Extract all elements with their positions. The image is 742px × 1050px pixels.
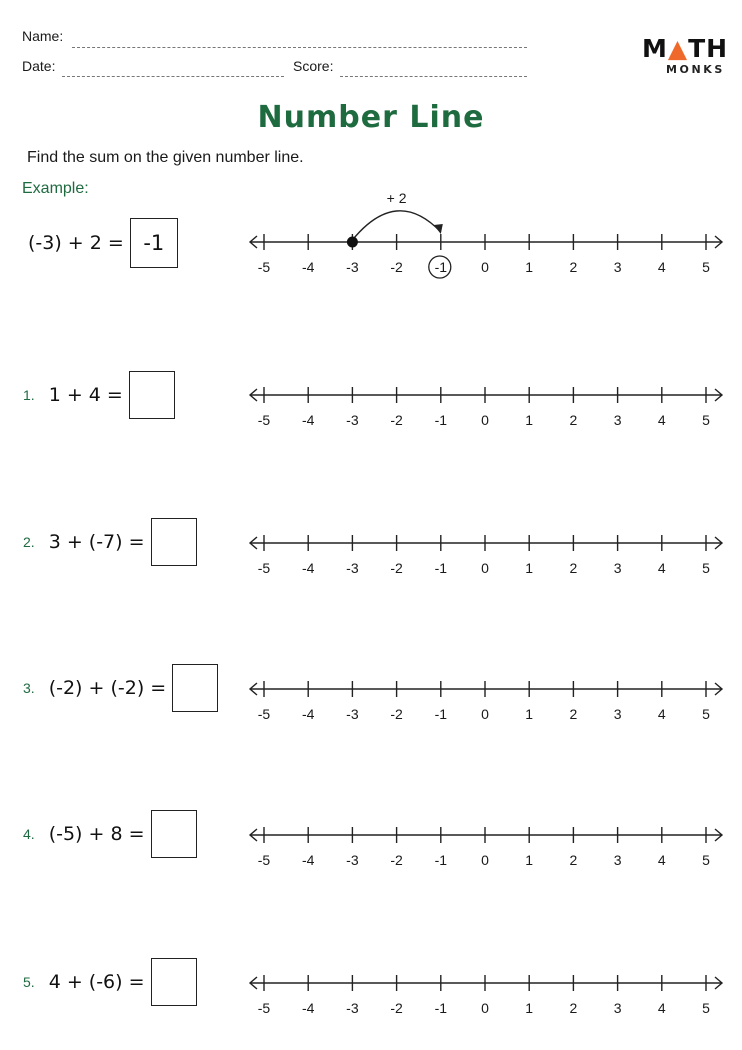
tick-label: -1 [434,852,448,868]
name-label: Name: [22,28,64,44]
date-field[interactable] [62,76,284,77]
example-answer-box [130,218,178,268]
tick-label: 5 [702,560,710,576]
tick-label: 2 [569,852,578,868]
tick-label: -2 [390,560,403,576]
problem-expression: (-5) + 8 = [48,823,145,845]
problem-expression: 4 + (-6) = [48,971,145,993]
tick-label: -4 [301,1000,315,1016]
problem-1 [23,371,175,419]
problem-number: 4. [23,826,35,842]
triangle-icon: ▲ [667,34,689,63]
tick-label: -5 [257,852,271,868]
tick-label: 4 [657,259,666,275]
tick-label: 2 [569,706,578,722]
answer-box-4[interactable] [151,810,197,858]
tick-label: 0 [481,1000,489,1016]
tick-label: 0 [481,560,489,576]
tick-label: 5 [702,412,710,428]
tick-label: 5 [702,1000,710,1016]
score-field[interactable] [340,76,527,77]
tick-label: -1 [434,560,448,576]
tick-label: -2 [390,852,403,868]
problem-number: 3. [23,680,35,696]
tick-label: -3 [346,706,359,722]
tick-label: 1 [525,412,534,428]
tick-label: 3 [613,706,622,722]
tick-label: 4 [657,560,666,576]
tick-label: 4 [657,1000,666,1016]
tick-label: -4 [301,412,315,428]
problem-expression: 1 + 4 = [48,384,123,406]
tick-label: 4 [657,706,666,722]
problem-2 [23,518,197,566]
example-problem [28,218,178,268]
tick-label: 1 [525,706,534,722]
tick-label: -3 [346,852,359,868]
answer-box-2[interactable] [151,518,197,566]
tick-label: -2 [390,412,403,428]
tick-label: -3 [346,412,359,428]
tick-label: 2 [569,412,578,428]
example-expression: (-3) + 2 = [28,232,124,254]
tick-label: -3 [346,259,359,275]
example-label: Example: [22,180,89,197]
example-number-line [240,180,730,290]
page-title: Number Line [257,100,485,135]
tick-label: 5 [702,259,710,275]
tick-label: 2 [569,259,578,275]
tick-label: -3 [346,560,359,576]
tick-label: 0 [481,259,489,275]
instruction-text: Find the sum on the given number line. [27,149,304,166]
number-line-3 [240,654,730,744]
date-label: Date: [22,58,56,74]
tick-label: -5 [257,706,271,722]
tick-label: 2 [569,1000,578,1016]
problem-number: 2. [23,534,35,550]
tick-label: 4 [657,412,666,428]
tick-label: -5 [257,412,271,428]
tick-label: -2 [390,1000,403,1016]
problem-3 [23,664,218,712]
jump-label: + 2 [386,190,407,206]
number-line-2 [240,508,730,598]
tick-label: 5 [702,706,710,722]
tick-label: -4 [301,560,315,576]
tick-label: -2 [390,259,403,275]
tick-label: -4 [301,706,315,722]
problem-4 [23,810,197,858]
number-line-4 [240,800,730,890]
tick-label: -5 [257,259,271,275]
number-line-5 [240,948,730,1038]
tick-label: 5 [702,852,710,868]
tick-label: -1 [434,1000,448,1016]
arc-arrowhead-icon [434,224,443,234]
math-monks-logo: M▲TH MONKS [642,34,729,76]
tick-label: 0 [481,706,489,722]
tick-label: 1 [525,1000,534,1016]
tick-label: 1 [525,560,534,576]
tick-label: 3 [613,560,622,576]
tick-label: 3 [613,259,622,275]
tick-label: 1 [525,259,534,275]
tick-label: -5 [257,560,271,576]
number-line-1 [240,360,730,450]
start-point [347,237,358,248]
tick-label: -1 [434,412,448,428]
example-answer: -1 [143,231,165,255]
score-label: Score: [293,58,334,74]
tick-label: 1 [525,852,534,868]
tick-label: -4 [301,259,315,275]
tick-label: -4 [301,852,315,868]
tick-label: 4 [657,852,666,868]
tick-label: -3 [346,1000,359,1016]
tick-label: 2 [569,560,578,576]
tick-label: -2 [390,706,403,722]
tick-label: 0 [481,852,489,868]
tick-label: -1 [434,706,448,722]
answer-box-1[interactable] [129,371,175,419]
problem-expression: 3 + (-7) = [48,531,145,553]
problem-number: 1. [23,387,35,403]
tick-label: 0 [481,412,489,428]
tick-label: 3 [613,852,622,868]
tick-label: -1 [434,259,448,275]
problem-number: 5. [23,974,35,990]
tick-label: 3 [613,1000,622,1016]
answer-box-5[interactable] [151,958,197,1006]
problem-expression: (-2) + (-2) = [48,677,167,699]
answer-box-3[interactable] [172,664,218,712]
problem-5 [23,958,197,1006]
name-field[interactable] [72,47,527,48]
tick-label: -5 [257,1000,271,1016]
tick-label: 3 [613,412,622,428]
